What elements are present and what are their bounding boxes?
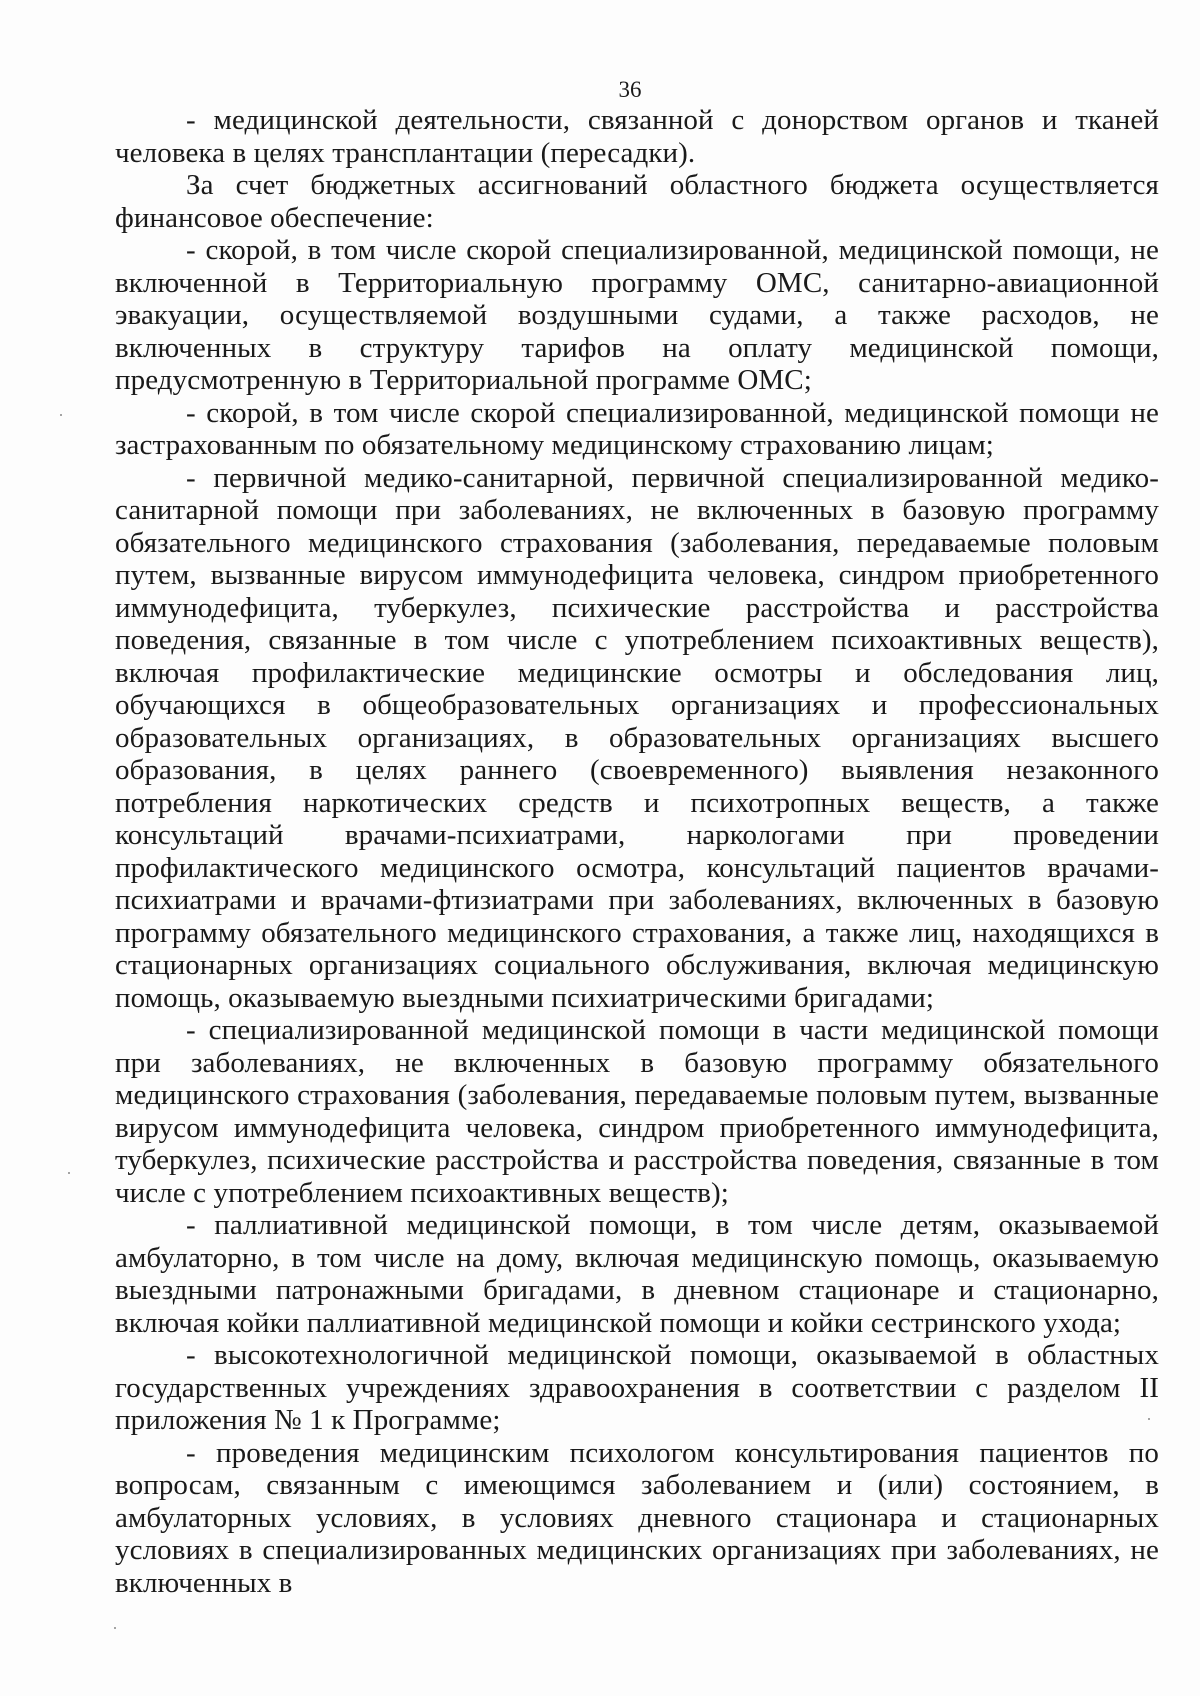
- paragraph: - специализированной медицинской помощи в части медицинской помощи при заболеваниях, не включенных в базовую программу обязательного медицинского страхования (заболевания, передаваемые половым путем, вызванные вирусом иммунодефицита человека, синдром приобретенного иммунодефицита, туберкулез, психические расстройства и расстройства поведения, связанные в том числе с употреблением психоактивных веществ);: [115, 1014, 1159, 1209]
- page-number: 36: [618, 77, 642, 102]
- scan-speck: [1148, 1418, 1150, 1420]
- paragraph: - первичной медико-санитарной, первичной специализированной медико-санитарной помощи при заболеваниях, не включенных в базовую программу обязательного медицинского страхования (заболевания, передаваемые половым путем, вызванные вирусом иммунодефицита человека, синдром приобретенного иммунодефицита, туберкулез, психические расстройства и расстройства поведения, связанные в том числе с употреблением психоактивных веществ), включая профилактические медицинские осмотры и обследования лиц, обучающихся в общеобразовательных организациях и профессиональных образовательных организациях, в образовательных организациях высшего образования, в целях раннего (своевременного) выявления незаконного потребления наркотических средств и психотропных веществ, а также консультаций врачами-психиатрами, наркологами при проведении профилактического медицинского осмотра, консультаций пациентов врачами-психиатрами и врачами-фтизиатрами при заболеваниях, включенных в базовую программу обязательного медицинского страхования, а также лиц, находящихся в стационарных организациях социального обслуживания, включая медицинскую помощь, оказываемую выездными психиатрическими бригадами;: [115, 461, 1159, 1014]
- paragraph: - скорой, в том числе скорой специализированной, медицинской помощи не застрахованным по обязательному медицинскому страхованию лицам;: [115, 396, 1159, 461]
- document-body: [115, 104, 1159, 1599]
- scan-speck: [60, 414, 62, 416]
- paragraph: - паллиативной медицинской помощи, в том числе детям, оказываемой амбулаторно, в том числе на дому, включая медицинскую помощь, оказываемую выездными патронажными бригадами, в дневном стационаре и стационарно, включая койки паллиативной медицинской помощи и койки сестринского ухода;: [115, 1209, 1159, 1339]
- paragraph: - высокотехнологичной медицинской помощи, оказываемой в областных государственных учреждениях здравоохранения в соответствии с разделом II приложения № 1 к Программе;: [115, 1339, 1159, 1436]
- paragraph: - медицинской деятельности, связанной с донорством органов и тканей человека в целях трансплантации (пересадки).: [115, 104, 1159, 169]
- paragraph: - проведения медицинским психологом консультирования пациентов по вопросам, связанным с имеющимся заболеванием и (или) состоянием, в амбулаторных условиях, в условиях дневного стационара и стационарных условиях в специализированных медицинских организациях при заболеваниях, не включенных в: [115, 1436, 1159, 1599]
- paragraph: За счет бюджетных ассигнований областного бюджета осуществляется финансовое обеспечение:: [115, 169, 1159, 234]
- scan-speck: [114, 1627, 116, 1629]
- paragraph: - скорой, в том числе скорой специализированной, медицинской помощи, не включенной в Территориальную программу ОМС, санитарно-авиационной эвакуации, осуществляемой воздушными судами, а также расходов, не включенных в структуру тарифов на оплату медицинской помощи, предусмотренную в Территориальной программе ОМС;: [115, 234, 1159, 396]
- scan-speck: [68, 1172, 70, 1174]
